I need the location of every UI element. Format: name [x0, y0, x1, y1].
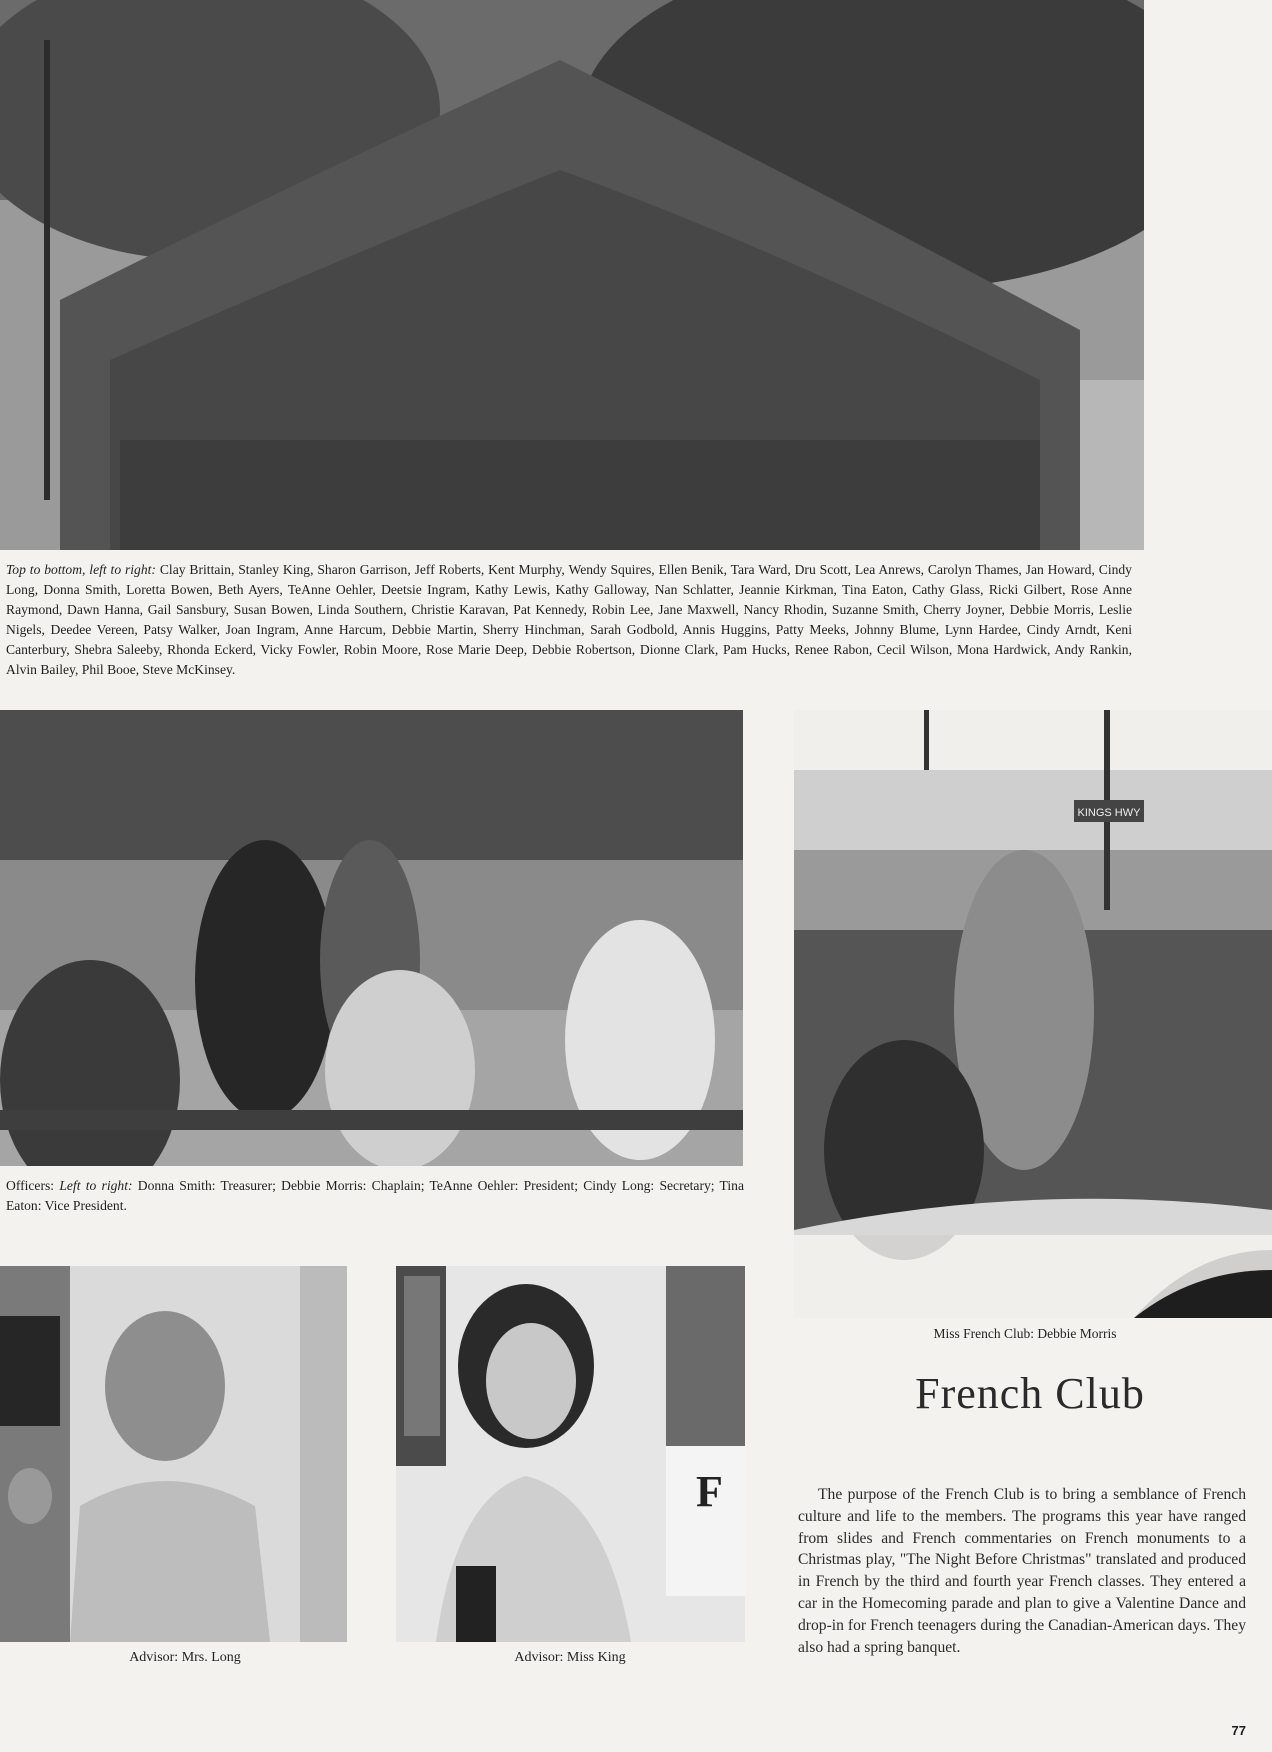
advisor-long-photo-art: [0, 1266, 347, 1642]
page-number: 77: [1231, 1723, 1246, 1738]
group-photo-caption: [6, 560, 1132, 680]
advisor-king-caption: Advisor: Miss King: [514, 1650, 626, 1665]
group-caption-lead: Top to bottom, left to right:: [6, 562, 156, 577]
advisor-king-photo-art: [396, 1266, 745, 1642]
advisor-king-photo: [396, 1266, 745, 1642]
officers-caption-names: Donna Smith: Treasurer; Debbie Morris: Chaplain; TeAnne Oehler: President; Cindy Long: Secretary; Tina Eaton: Vice President.: [6, 1178, 744, 1213]
parade-photo: [794, 710, 1272, 1318]
officers-photo-art: [0, 710, 743, 1166]
group-photo-art: [0, 0, 1144, 550]
parade-photo-art: [794, 710, 1272, 1318]
group-caption-names: Clay Brittain, Stanley King, Sharon Garrison, Jeff Roberts, Kent Murphy, Wendy Squires, Ellen Benik, Tara Ward, Dru Scott, Lea Anrews, Carolyn Thames, Jan Howard, Cindy Long, Donna Smith, Loretta Bowen, Beth Ayers, TeAnne Oehler, Deetsie Ingram, Kathy Lewis, Kathy Galloway, Nan Schlatter, Jeannie Kirkman, Tina Eaton, Cathy Glass, Ricki Gilbert, Rose Anne Raymond, Dawn Hanna, Gail Sansbury, Susan Bowen, Linda Southern, Christie Karavan, Pat Kennedy, Robin Lee, Jane Maxwell, Nancy Rhodin, Suzanne Smith, Cherry Joyner, Debbie Morris, Leslie Nigels, Deedee Vereen, Patsy Walker, Joan Ingram, Anne Harcum, Debbie Martin, Sherry Hinchman, Sarah Godbold, Annis Huggins, Patty Meeks, Johnny Blume, Lynn Hardee, Cindy Arndt, Keni Canterbury, Shebra Saleeby, Rhonda Eckerd, Vicky Fowler, Robin Moore, Rose Marie Deep, Debbie Robertson, Dionne Clark, Pam Hucks, Renee Rabon, Cecil Wilson, Mona Hardwick, Andy Rankin, Alvin Bailey, Phil Booe, Steve McKinsey.: [6, 562, 1132, 677]
kings-hwy-sign: KINGS HWY: [1077, 807, 1141, 819]
officers-caption-lead: Left to right:: [59, 1178, 133, 1193]
parade-photo-caption: Miss French Club: Debbie Morris: [933, 1326, 1117, 1341]
page-title: French Club: [915, 1369, 1145, 1418]
advisor-long-caption: Advisor: Mrs. Long: [129, 1650, 241, 1665]
officers-caption-prefix: Officers:: [6, 1178, 55, 1193]
article-body: The purpose of the French Club is to bring a semblance of French culture and life to the members. The programs this year have ranged from slides and French commentaries on French monuments to a Christmas play, "The Night Before Christmas" translated and produced in French by the third and fourth year French classes. They entered a car in the Homecoming parade and plan to give a Valentine Dance and drop-in for French teenagers during the Canadian-American days. They also had a spring banquet.: [798, 1486, 1246, 1656]
group-photo: [0, 0, 1144, 550]
officers-photo: [0, 710, 743, 1166]
officers-photo-caption: [6, 1176, 744, 1216]
advisor-long-photo: [0, 1266, 347, 1642]
wall-letter-sign: F: [696, 1467, 723, 1516]
